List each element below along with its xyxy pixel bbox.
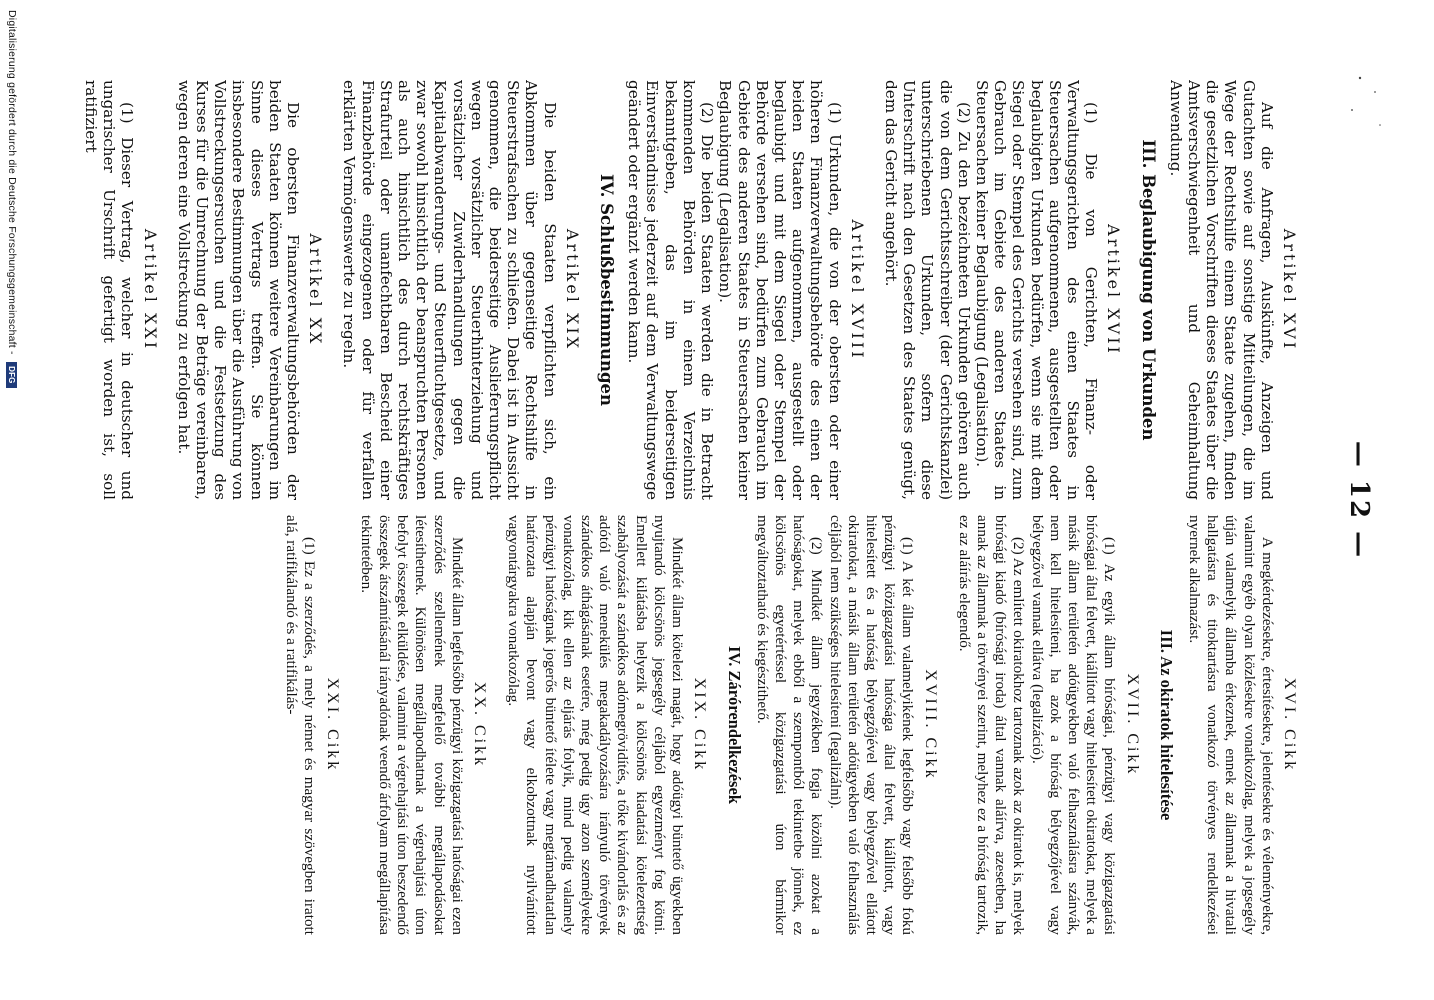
article-heading: Artikel XXI (140, 228, 160, 352)
digitization-credit-text: Digitalisierung gefördert durch die Deutsche Forschungsgemeinschaft - (6, 10, 18, 355)
article-heading: Artikel XVIII (847, 219, 867, 361)
paragraph: (1) Urkunden, die von der obersten oder einer höheren Finanzverwaltungsbehörde des einen der beiden Staaten aufgenommen, ausgestellt oder beglaubigt und mit dem Siegel oder Stempel der Behörde versehen sind, bedürfen zum Gebrauch im Gebiete des anderen Staates in Steuersachen keiner Beglaubigung (Legalisation). (716, 80, 844, 500)
article-heading: XVI. Cikk (1281, 677, 1298, 773)
paragraph: Mindkét állam kötelezi magát, hogy adóügyi büntető ügyekben nyujtandó kölcsönös jogsegély céljából egyezményt fog kötni. Emellett kilátásba helyezik a kölcsönös kiadatási kötelezettség szabályozását a szándékos adómegrövidítés, a tőke kivándorlás és az adótól való menekülés megakadályozására irányuló törvények szándékos áthágásának esetére, még pedig úgy azon személyekre vonatkozólag, kik ellen az eljárás folyik, mind pedig valamely pénzügyi hatóságnak jogerős büntető ítélete vagy megtámadhatatlan határozata alapján bevont vagy elkobzottnak nyilvánított vagyontárgyakra vonatkozólag. (505, 515, 687, 935)
paragraph: (2) Zu den bezeichneten Urkunden gehören auch die von dem Gerichtsschreiber (der Gerichtskanzlei) unterschriebenen Urkunden, sofern diese Unterschrift nach den Gesetzen des Staates genügt, dem das Gericht angehört. (881, 80, 973, 500)
article-heading: XX. Cikk (471, 681, 489, 769)
article-heading: Artikel XIX (562, 228, 582, 352)
paragraph: (1) Az egyik állam bíróságai, pénzügyi vagy közigazgatási bíróságai által felvett, kiállított vagy hitelesített okiratokat, melyek a másik állam területén adóügyekben való felhasználásra szánvák, nem kell hitelesíteni, ha azok a bíróság bélyegzőjével vagy bélyegzővel vannak ellátva (legalizáció). (1028, 515, 1119, 935)
article-heading: Artikel XVII (1104, 224, 1124, 356)
paragraph: (1) Die von Gerichten, Finanz- oder Verwaltungsgerichten des einen Staates in Steuersachen aufgenommenen, ausgestellten oder beglaubigten Urkunden bedürfen, wenn sie mit dem Siegel oder Stempel des Gerichts versehen sind, zum Gebrauch im Gebiete des anderen Staates in Steuersachen keiner Beglaubigung (Legalisation). (972, 80, 1101, 500)
paragraph: (2) Mindkét állam jegyzékben fogja közölni azokat a hatóságokat, melyek ebből a szempontból tekintetbe jönnek, ez kölcsönös egyetértéssel közigazgatási úton bármikor megváltoztatható és kiegészíthető. (753, 515, 826, 935)
digitization-credit (6, 0, 18, 1000)
paragraph: (2) Az említett okiratokhoz tartoznak azok az okiratok is, melyek bírósági kiadó (bírósági iroda) által vannak aláírva, azesetben, ha annak az államnak a törvényei szerint, melyhez ez a bíróság tartozik, ez az aláírás elegendő. (955, 515, 1028, 935)
paragraph: (2) Die beiden Staaten werden die in Betracht kommenden Behörden in einem Verzeichnis bekanntgeben, das im beiderseitigen Einverständnisse jederzeit auf dem Verwaltungswege geändert oder ergänzt werden kann. (625, 80, 717, 500)
article-heading: Artikel XVI (1280, 228, 1299, 352)
paragraph: Die beiden Staaten verpflichten sich, ein Abkommen über gegenseitige Rechtshilfe in Steuerstrafsachen zu schließen. Dabei ist in Aussicht genommen, die beiderseitige Auslieferungspflicht wegen vorsätzlicher Steuerhinterziehung und vorsätzlicher Zuwiderhandlungen gegen die Kapitalabwanderungs- und Steuerfluchtgesetze, und zwar sowohl hinsichtlich der beanspruchten Personen als auch hinsichtlich des durch rechtskräftiges Strafurteil oder unanfechtbaren Bescheid einer Finanzbehörde eingezogenen oder für verfallen erklärten Vermögenswerte zu regeln. (340, 80, 559, 500)
paragraph: A megkérdezésekre, értesítésekre, jelentésekre és véleményekre, valamint egyéb olyan közlésekre vonatkozólag, melyek a jogsegély útján valamelyik államba érkeznek, ennek az államnak a hivatali hallgatásra és titoktartásra vonatkozó törvényes rendelkezései nyernek alkalmazást. (1185, 515, 1276, 935)
section-heading: III. Az okiratok hitelesítése (1156, 629, 1176, 821)
section-heading: III. Beglaubigung von Urkunden (1138, 139, 1158, 441)
article-heading: XXI. Cikk (323, 677, 341, 773)
section-heading: IV. Zárórendelkezések (724, 646, 744, 804)
article-heading: Artikel XX (306, 233, 326, 347)
paragraph: (1) Ez a szerződés, a mely német és magyar szövegben iratott alá, ratifikálandó és a ratifikálás- (283, 515, 319, 935)
paragraph: (1) A két állam valamelyikének legfelsőbb vagy felsőbb fokú pénzügyi közigazgatási hatósága által felvett, kiállított, vagy hitelesített és a hatóság bélyegzőjével vagy bélyegzővel ellátott okiratokat, a másik állam területén adóügyekben való felhasználás céljából nem szükséges hitelesíteni (legalizálni). (826, 515, 917, 935)
article-heading: XVII. Cikk (1123, 673, 1141, 777)
german-text-column (34, 80, 1314, 500)
paragraph: Mindkét állam legfelsőbb pénzügyi közigazgatási hatóságai ezen szerződés szellemének megfelelő további megállapodásokat létesíthetnek. Különösen megállapodhatnak a végrehajtási úton befolyt összegek elküldése, valamint a végrehajtási úton beszedendő összegek átszámításánál irányadónak veendő árfolyam megállapítása tekintetében. (357, 515, 466, 935)
dfg-logo: DFG (6, 362, 17, 388)
paragraph: Auf die Anfragen, Auskünfte, Anzeigen und Gutachten sowie auf sonstige Mitteilungen, die im Wege der Rechtshilfe einem Staate zugehen, finden die gesetzlichen Vorschriften dieses Staates über die Amtsverschwiegenheit und Geheimhaltung Anwendung. (1166, 80, 1276, 500)
section-heading: IV. Schlußbestimmungen (597, 173, 617, 407)
hungarian-text-column (34, 515, 1314, 935)
article-heading: XVIII. Cikk (921, 669, 939, 781)
paragraph: (1) Dieser Vertrag, welcher in deutscher und ungarischer Urschrift gefertigt worden ist, soll ratifiziert (82, 80, 137, 500)
scan-specks (1340, 70, 1400, 150)
article-heading: XIX. Cikk (691, 677, 709, 773)
paragraph: Die obersten Finanzverwaltungsbehörden der beiden Staaten können weitere Vereinbarungen im Sinne dieses Vertrags treffen. Sie können insbesondere Bestimmungen über die Ausführung von Vollstreckungsersuchen und die Festsetzung des Kurses für die Umrechnung der Beträge vereinbaren, wegen deren eine Vollstreckung zu erfolgen hat. (174, 80, 303, 500)
page-number: — 12 — (1344, 440, 1374, 560)
